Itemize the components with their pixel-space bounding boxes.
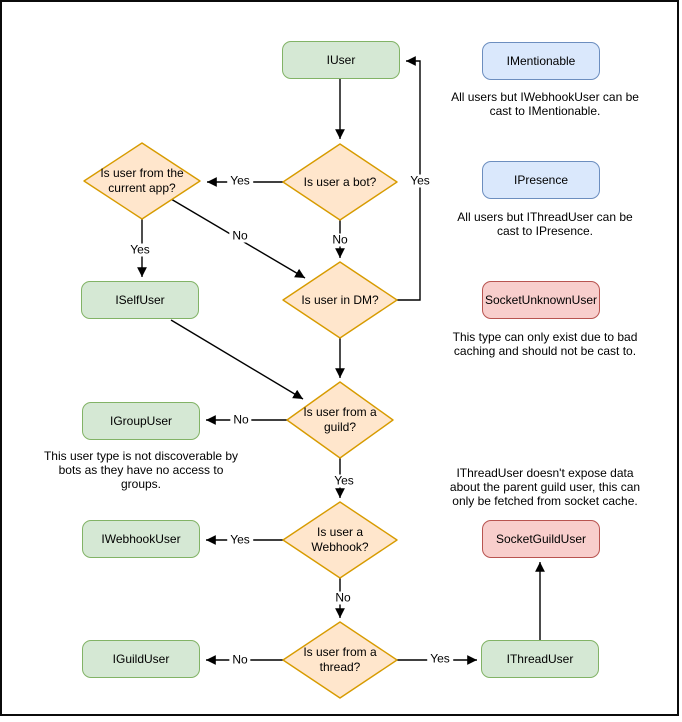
decision-is-dm-label: Is user in DM? <box>301 292 379 307</box>
edge-label-webhook-yes: Yes <box>227 534 253 547</box>
node-ithreaduser <box>481 640 599 678</box>
node-socketguilduser-label: SocketGuildUser <box>495 532 587 546</box>
node-socketunknownuser-label: SocketUnknownUser <box>484 293 598 307</box>
node-iwebhookuser-label: IWebhookUser <box>101 532 181 546</box>
note-ipresence <box>443 210 647 238</box>
note-ipresence-line2: cast to IPresence. <box>496 224 594 238</box>
note-imentionable-line1: All users but IWebhookUser can be <box>451 90 639 104</box>
decision-is-thread-label: Is user from a thread? <box>303 645 377 674</box>
node-iselfuser-label: ISelfUser <box>115 293 165 307</box>
node-imentionable <box>482 42 600 80</box>
decision-is-webhook-label: Is user a Webhook? <box>311 525 369 554</box>
note-igroupuser <box>39 449 243 491</box>
note-socketunknownuser-line2: caching and should not be cast to. <box>453 344 637 358</box>
node-ipresence-label: IPresence <box>513 173 569 187</box>
note-ipresence-line1: All users but IThreadUser can be <box>457 210 633 224</box>
note-igroupuser-line2: bots as they have no access to <box>58 463 224 477</box>
node-iuser-label: IUser <box>326 53 356 67</box>
note-imentionable-line2: cast to IMentionable. <box>489 104 601 118</box>
node-ipresence <box>482 161 600 199</box>
decision-is-bot-label: Is user a bot? <box>303 174 377 189</box>
node-igroupuser <box>82 402 200 440</box>
decision-is-guild-label: Is user from a guild? <box>303 405 377 434</box>
node-igroupuser-label: IGroupUser <box>109 414 173 428</box>
node-iselfuser <box>81 281 199 319</box>
node-iguilduser-label: IGuildUser <box>112 652 170 666</box>
node-imentionable-label: IMentionable <box>506 54 576 68</box>
edge-label-dm-yes: Yes <box>407 175 433 188</box>
note-ithreaduser-line3: only be fetched from socket cache. <box>452 494 638 508</box>
note-ithreaduser-line2: about the parent guild user, this can <box>449 480 641 494</box>
note-socketunknownuser-line1: This type can only exist due to bad <box>452 330 638 344</box>
node-socketunknownuser <box>482 281 600 319</box>
edge-label-guild-yes: Yes <box>331 475 357 488</box>
note-ithreaduser-line1: IThreadUser doesn't expose data <box>456 466 634 480</box>
edge-label-app-yes: Yes <box>127 244 153 257</box>
edge-label-bot-yes: Yes <box>227 175 253 188</box>
edge-label-bot-no: No <box>329 234 350 247</box>
note-ithreaduser <box>443 466 647 508</box>
edge-label-guild-no: No <box>230 414 251 427</box>
note-socketunknownuser <box>443 330 647 358</box>
edge-label-thread-no: No <box>229 654 250 667</box>
edge-label-app-no: No <box>229 230 250 243</box>
node-iuser <box>282 41 400 79</box>
note-igroupuser-line3: groups. <box>120 477 162 491</box>
edge-label-webhook-no: No <box>332 592 353 605</box>
note-igroupuser-line1: This user type is not discoverable by <box>43 449 239 463</box>
note-imentionable <box>443 90 647 118</box>
node-iwebhookuser <box>82 520 200 558</box>
edge-label-thread-yes: Yes <box>427 653 453 666</box>
decision-is-current-app-label: Is user from the current app? <box>100 166 184 195</box>
node-ithreaduser-label: IThreadUser <box>506 652 574 666</box>
node-socketguilduser <box>482 520 600 558</box>
node-iguilduser <box>82 640 200 678</box>
